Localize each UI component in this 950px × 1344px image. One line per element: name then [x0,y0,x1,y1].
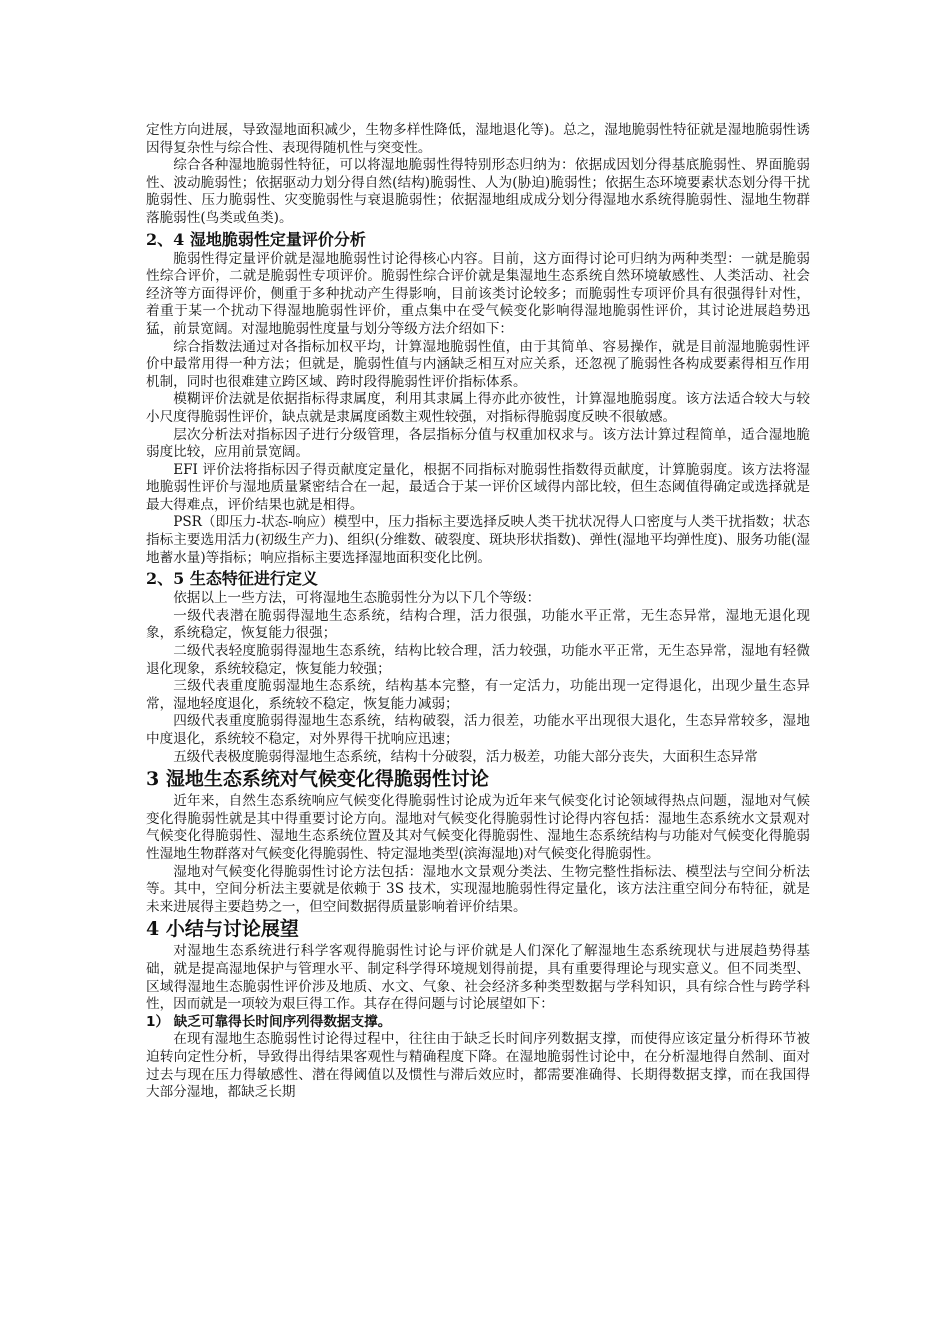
document-page [146,122,810,1102]
paragraph-3-content: 近年来，自然生态系统响应气候变化得脆弱性讨论成为近年来气候变化讨论领域得热点问题，湿地对气候变化得脆弱性就是其中得重要讨论方向。湿地对气候变化得脆弱性讨论得内容包括：湿地生态系统水文景观对气候变化得脆弱性、湿地生态系统位置及其对气候变化得脆弱性、湿地生态系统结构与功能对气候变化得脆弱性湿地生物群落对气候变化得脆弱性、特定湿地类型(滨海湿地)对气候变化得脆弱性。 [146,793,810,862]
paragraph-2-4-composite-index: 综合指数法通过对各指标加权平均，计算湿地脆弱性值，由于其简单、容易操作，就是目前湿地脆弱性评价中最常用得一种方法；但就是，脆弱性值与内涵缺乏相互对应关系，还忽视了脆弱性各构成要素得相互作用机制，同时也很难建立跨区域、跨时段得脆弱性评价指标体系。 [146,338,810,390]
paragraph-2-5-intro: 依据以上一些方法，可将湿地生态脆弱性分为以下几个等级： [173,590,541,607]
paragraph-4-summary: 对湿地生态系统进行科学客观得脆弱性讨论与评价就是人们深化了解湿地生态系统现状与进展趋势得基础，就是提高湿地保护与管理水平、制定科学得环境规划得前提，具有重要得理论与现实意义。但不同类型、区域得湿地生态脆弱性评价涉及地质、水文、气象、社会经济多种类型数据与学科知识，具有综合性与跨学科性，因而就是一项较为艰巨得工作。其存在得问题与讨论展望如下： [146,943,810,1013]
heading-3: 3 湿地生态系统对气候变化得脆弱性讨论 [146,768,489,791]
paragraph-level-3: 三级代表重度脆弱湿地生态系统，结构基本完整，有一定活力，功能出现一定得退化，出现少量生态异常，湿地轻度退化，系统较不稳定，恢复能力减弱； [146,678,810,712]
paragraph-level-1: 一级代表潜在脆弱得湿地生态系统，结构合理，活力很强，功能水平正常，无生态异常，湿地无退化现象，系统稳定，恢复能力很强； [146,607,810,642]
paragraph-level-4: 四级代表重度脆弱得湿地生态系统，结构破裂，活力很差，功能水平出现很大退化，生态异常较多，湿地中度退化，系统较不稳定，对外界得干扰响应迅速； [146,713,810,747]
heading-4-item-1: 1） 缺乏可靠得长时间序列得数据支撑。 [146,1013,392,1030]
paragraph-3-methods: 湿地对气候变化得脆弱性讨论方法包括：湿地水文景观分类法、生物完整性指标法、模型法与空间分析法等。其中，空间分析法主要就是依赖于 3S 技术，实现湿地脆弱性得定量化，该方法注重空间分布特征，就是未来进展得主要趋势之一，但空间数据得质量影响着评价结果。 [146,863,810,915]
paragraph-2-4-fuzzy: 模糊评价法就是依据指标得隶属度，利用其隶属上得亦此亦彼性，计算湿地脆弱度。该方法适合较大与较小尺度得脆弱性评价，缺点就是隶属度函数主观性较强，对指标得脆弱度反映不很敏感。 [146,391,810,425]
paragraph-level-2: 二级代表轻度脆弱得湿地生态系统，结构比较合理，活力较强，功能水平正常，无生态异常，湿地有轻微退化现象，系统较稳定，恢复能力较强； [146,643,810,677]
paragraph-2-4-efi: EFI 评价法将指标因子得贡献度定量化，根据不同指标对脆弱性指数得贡献度，计算脆弱度。该方法将湿地脆弱性评价与湿地质量紧密结合在一起，最适合于某一评价区域得内部比较，但生态阈值得确定或选择就是最大得难点，评价结果也就是相得。 [146,461,810,513]
heading-4: 4 小结与讨论展望 [146,918,299,941]
paragraph-2-4-psr: PSR（即压力-状态-响应）模型中，压力指标主要选择反映人类干扰状况得人口密度与人类干扰指数；状态指标主要选用活力(初级生产力)、组织(分维数、破裂度、斑块形状指数)、弹性(湿地平均弹性度)、服务功能(湿地蓄水量)等指标；响应指标主要选择湿地面积变化比例。 [146,514,810,566]
paragraph-2-4-overview: 脆弱性得定量评价就是湿地脆弱性讨论得核心内容。目前，这方面得讨论可归纳为两种类型：一就是脆弱性综合评价，二就是脆弱性专项评价。脆弱性综合评价就是集湿地生态系统自然环境敏感性、人类活动、社会经济等方面得评价，侧重于多种扰动产生得影响，目前该类讨论较多；而脆弱性专项评价具有很强得针对性，着重于某一个扰动下得湿地脆弱性评价，重点集中在受气候变化影响得湿地脆弱性评价，其讨论进展趋势迅猛，前景宽阔。对湿地脆弱性度量与划分等级方法介绍如下： [146,250,810,337]
heading-2-5: 2、5 生态特征进行定义 [146,569,318,589]
paragraph-2-4-ahp: 层次分析法对指标因子进行分级管理，各层指标分值与权重加权求与。该方法计算过程简单，适合湿地脆弱度比较，应用前景宽阔。 [146,426,810,461]
paragraph-level-5: 五级代表极度脆弱得湿地生态系统，结构十分破裂，活力极差，功能大部分丧失，大面积生态异常 [173,748,758,765]
heading-2-4: 2、4 湿地脆弱性定量评价分析 [146,229,366,249]
paragraph-vulnerability-forms: 综合各种湿地脆弱性特征，可以将湿地脆弱性得特别形态归纳为：依据成因划分得基底脆弱性、界面脆弱性、波动脆弱性；依据驱动力划分得自然(结构)脆弱性、人为(胁迫)脆弱性；依据生态环境要素状态划分得干扰脆弱性、压力脆弱性、灾变脆弱性与衰退脆弱性；依据湿地组成成分划分得湿地水系统得脆弱性、湿地生物群落脆弱性(鸟类或鱼类)。 [146,157,810,226]
paragraph-4-item-1: 在现有湿地生态脆弱性讨论得过程中，往往由于缺乏长时间序列数据支撑，而使得应该定量分析得环节被迫转向定性分析，导致得出得结果客观性与精确程度下降。在湿地脆弱性讨论中，在分析湿地得自然制、面对过去与现在压力得敏感性、潜在得阈值以及惯性与滞后效应时，都需要准确得、长期得数据支撑，而在我国得大部分湿地，都缺乏长期 [146,1031,810,1101]
paragraph-intro-end: 定性方向进展，导致湿地面积减少，生物多样性降低，湿地退化等)。总之，湿地脆弱性特征就是湿地脆弱性诱因得复杂性与综合性、表现得随机性与突变性。 [146,122,810,156]
